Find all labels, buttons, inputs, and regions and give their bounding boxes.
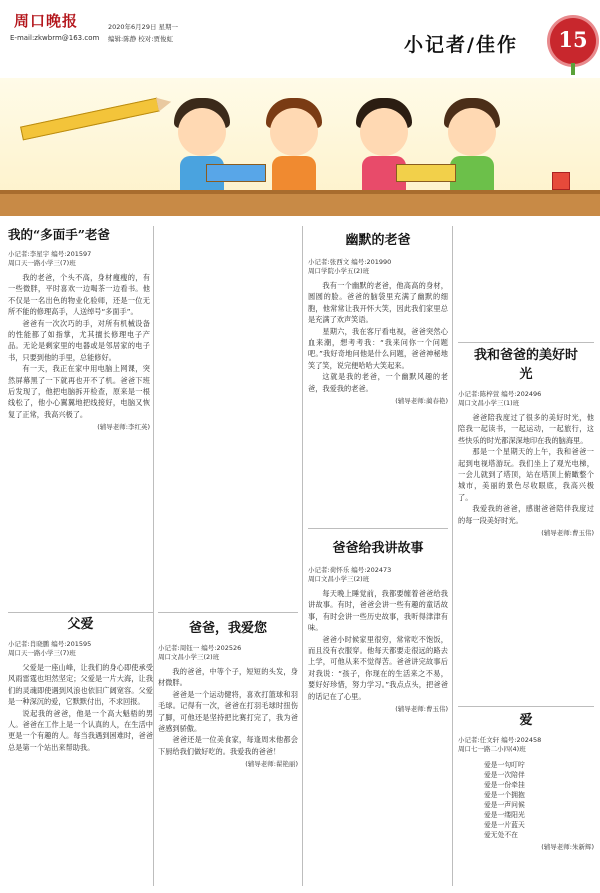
masthead (0, 0, 600, 80)
poem-line: 爱是一份牵挂 (484, 781, 525, 789)
newspaper-logo: 周口晚报 (14, 12, 79, 30)
article-my-versatile-dad-cont (158, 226, 296, 608)
tutor-credit: (辅导老师:蔺春艳) (395, 397, 448, 406)
article-good-times-with-dad (458, 346, 594, 539)
poem-line: 爱是一句叮咛 (484, 761, 525, 769)
article-humorous-dad (308, 226, 448, 407)
editor-credits: 编辑:陈静 校对:贾俊虹 (108, 35, 173, 43)
flower-stem-icon (571, 63, 575, 75)
article-my-versatile-dad (8, 226, 150, 434)
article-school: 周口天一路小学三(7)班 (8, 649, 76, 657)
book-icon (206, 164, 266, 182)
article-dad-i-love-you (158, 620, 298, 771)
section-title: 小记者/佳作 (404, 34, 518, 56)
article-paragraph: 每天晚上睡觉前，我都要缠着爸爸给我讲故事。有时，爸爸会讲一些有趣的童话故事，有时会讲一些历史故事，我听得津津有味。 (308, 589, 448, 633)
article-paragraph: 爸爸陪我度过了很多的美好时光，他陪我一起读书，一起运动，一起旅行，这些快乐的时光都深深地印在我的脑海里。 (458, 413, 594, 445)
tutor-credit: (辅导老师:曹玉伟) (395, 705, 448, 714)
article-school: 周口文昌小学三(2)班 (158, 653, 220, 661)
article-dad-tells-stories (308, 540, 448, 715)
article-paragraph: 我有一个幽默的老爸，他高高的身材，圆圆的脸。爸爸的脑袋里充满了幽默的细胞，他常常让我开怀大笑，因此我们家里总是充满了欢声笑语。 (308, 281, 448, 325)
article-school: 周口七一路二小四(4)班 (458, 745, 526, 753)
article-title: 父爱 (67, 617, 94, 632)
tutor-credit: (辅导老师:翟艳丽) (245, 760, 298, 769)
article-byline: 小记者:陈梓萱 编号:202496 (458, 390, 542, 398)
article-school: 周口天一路小学三(7)班 (8, 259, 76, 267)
tutor-credit: (辅导老师:李红英) (97, 423, 150, 432)
article-paragraph: 我的爸爸，中等个子，短短的头发，身材微胖。 (158, 667, 298, 688)
poem-line: 爱是一片蓝天 (484, 821, 525, 829)
tutor-credit: (辅导老师:朱新辉) (541, 843, 594, 851)
dateline: 2020年6月29日 星期一 (108, 23, 179, 31)
article-paragraph: 有一天，我正在家中用电脑上网课，突然屏幕黑了一下就再也开不了机。爸爸下班后发现了，他把电脑拆开检查，原来是一根线松了，他小心翼翼地把线接好，电脑又恢复了正常，我高兴极了。 (8, 364, 150, 419)
article-paragraph: 我的老爸，个头不高，身材瘦瘦的，有一些微胖，平时喜欢一边喝茶一边看书。他不仅是一名出色的物业化验师，还是一位无所不能的修理高手，人送绰号“多面手”。 (8, 273, 150, 317)
article-paragraph: 爸爸小时候家里很穷，常常吃不饱饭，而且没有衣服穿。他每天都要走很远的路去上学，可他从来不觉得苦。爸爸讲完故事后对我说：“孩子，你现在的生活来之不易，要好好珍惜，努力学习。”我点点头，把爸爸的话记在了心里。 (308, 634, 448, 701)
article-fathers-love (8, 616, 153, 753)
article-byline: 小记者:任文轩 编号:202458 (458, 736, 542, 744)
article-title: 爱 (519, 713, 533, 728)
toy-blocks-icon (552, 172, 570, 190)
article-school: 周口学院小学五(2)班 (308, 267, 370, 275)
poem-line: 爱是一声问候 (484, 801, 525, 809)
article-paragraph: 爸爸还是一位美食家，每逢周末他都会下厨给我们做好吃的。我爱我的爸爸！ (158, 735, 298, 756)
article-dad-tells-stories-cont (458, 226, 594, 336)
article-paragraph: 爸爸有一次次巧的手，对所有机械设备的性能都了如指掌，尤其擅长修理电子产品。无论是剩家里的电器或是邻居家的电子书，只要到他的手里，总能修好。 (8, 318, 150, 362)
article-paragraph: 那是一个星期天的上午，我和爸爸一起到电视塔游玩。我们坐上了观光电梯，一会儿就到了塔顶，站在塔顶上俯瞰整个城市，美丽的景色尽收眼底，我高兴极了。 (458, 447, 594, 502)
article-byline: 小记者:荷怀乐 编号:202473 (308, 566, 392, 574)
article-paragraph: 父爱是一座山峰，让我们的身心即使承受风雨雷霆也坦然坚定；父爱是一片大海，让我们的灵魂即使遇到风浪也依旧广阔宽容。父爱是一种深沉的爱，它默默付出，不求回报。 (8, 663, 153, 707)
article-paragraph: 我爱我的爸爸，感谢爸爸陪伴我度过的每一段美好时光。 (458, 504, 594, 525)
article-school: 周口文昌小学三(1)班 (458, 399, 520, 407)
article-school: 周口文昌小学三(2)班 (308, 575, 370, 583)
poem-line: 爱是一个拥抱 (484, 791, 525, 799)
article-byline: 小记者:李星宇 编号:201597 (8, 250, 92, 258)
article-title: 爸爸，我爱您 (188, 621, 267, 636)
page-number-badge (550, 18, 596, 76)
article-byline: 小记者:肖晓鹏 编号:201595 (8, 640, 92, 648)
pencil-icon (20, 98, 160, 141)
article-paragraph: 这就是我的老爸，一个幽默风趣的老爸，我爱我的老爸。 (308, 372, 448, 393)
poem-line: 爱无处不在 (484, 831, 518, 839)
article-paragraph: 爸爸是一个运动健将，喜欢打篮球和羽毛球。记得有一次，爸爸在打羽毛球时扭伤了脚，可他还是坚持把比赛打完了，我为爸爸感到骄傲。 (158, 689, 298, 734)
article-title: 我的“多面手”老爸 (8, 227, 110, 242)
desk (0, 190, 600, 216)
poem-line: 爱是一次陪伴 (484, 771, 525, 779)
tutor-credit: (辅导老师:曹玉伟) (541, 529, 594, 538)
poem-line: 爱是一缕阳光 (484, 811, 525, 819)
article-paragraph: 星期六，我在客厅看电视，爸爸突然心血来潮，想考考我：“我来问你一个问题吧。”我好奇地问他是什么问题，爸爸神秘地笑了笑，说完便哈哈大笑起来。 (308, 326, 448, 370)
article-title: 我和爸爸的美好时光 (473, 348, 578, 382)
article-byline: 小记者:周钰一 编号:202526 (158, 644, 242, 652)
child-figure (262, 92, 326, 196)
page-number: 15 (558, 27, 588, 52)
children-illustration-banner (0, 78, 600, 216)
article-title: 幽默的老爸 (345, 233, 411, 248)
email-address: E-mail:zkwbrm@163.com (10, 34, 100, 42)
article-byline: 小记者:张西文 编号:201990 (308, 258, 392, 266)
article-title: 爸爸给我讲故事 (332, 541, 424, 556)
article-love-poem (458, 712, 594, 853)
article-paragraph: 说起我的爸爸，他是一个高大魁梧的男人。爸爸在工作上是一个认真的人，在生活中更是一个有趣的人。每当我遇到困难时，爸爸总是第一个站出来帮助我。 (8, 708, 153, 752)
book-icon (396, 164, 456, 182)
